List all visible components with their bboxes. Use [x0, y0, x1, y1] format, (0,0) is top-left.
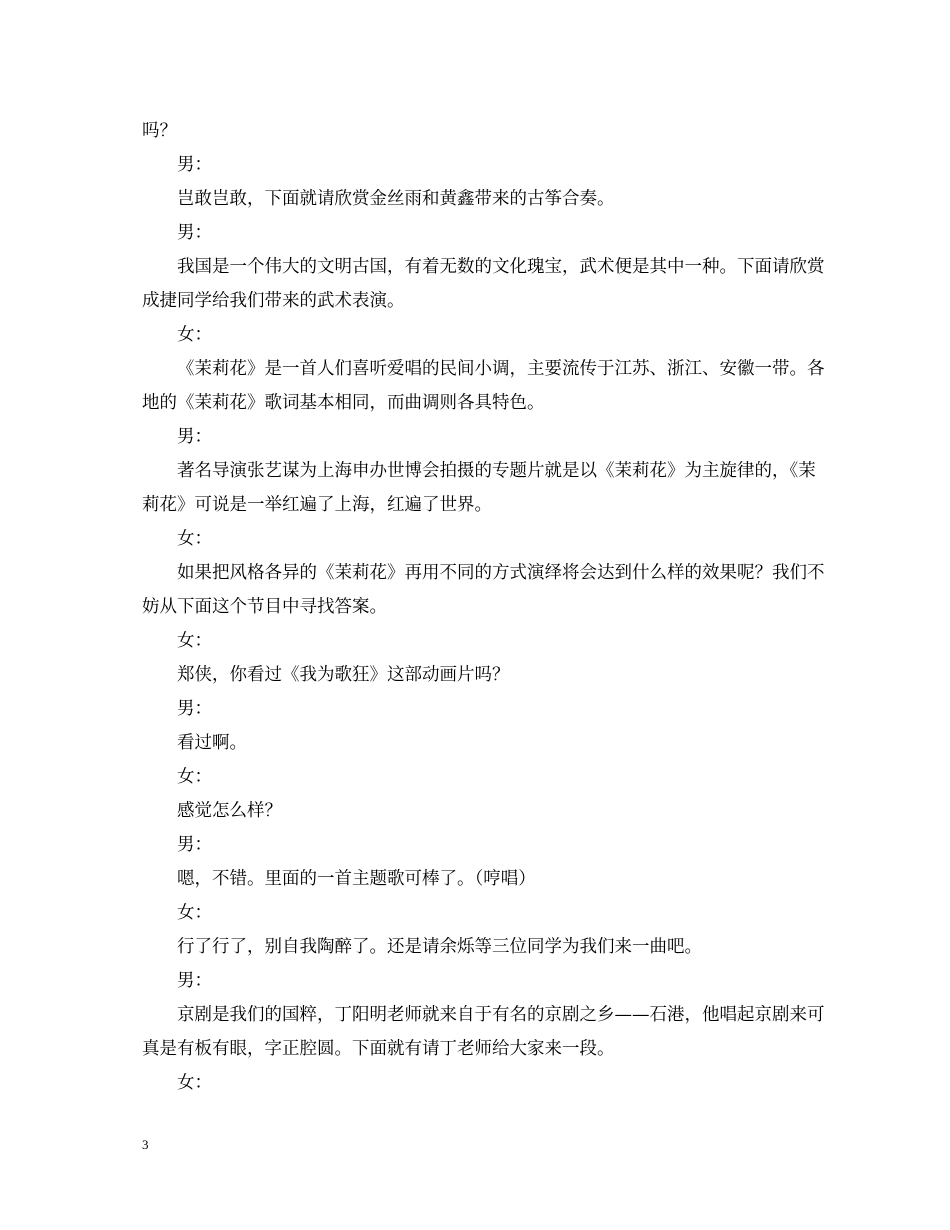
speaker-label: 男： [177, 971, 212, 991]
speaker-label: 女： [177, 529, 212, 549]
speaker-label: 女： [177, 1073, 212, 1093]
speaker-label: 男： [177, 427, 212, 447]
document-body [142, 114, 832, 1100]
paragraph: 岂敢岂敢，下面就请欣赏金丝雨和黄鑫带来的古筝合奏。 [177, 189, 615, 209]
paragraph: 看过啊。 [177, 733, 247, 753]
paragraph: 吗？ [142, 121, 177, 141]
paragraph: 著名导演张艺谋为上海申办世博会拍摄的专题片就是以《茉莉花》为主旋律的，《茉莉花》可说是一举红遍了上海，红遍了世界。 [142, 461, 816, 515]
paragraph: 《茉莉花》是一首人们喜听爱唱的民间小调，主要流传于江苏、浙江、安徽一带。各地的《茉莉花》歌词基本相同，而曲调则各具特色。 [142, 359, 825, 413]
paragraph: 如果把风格各异的《茉莉花》再用不同的方式演绎将会达到什么样的效果呢？我们不妨从下面这个节目中寻找答案。 [142, 563, 825, 617]
speaker-label: 男： [177, 155, 212, 175]
page-number: 3 [142, 1137, 149, 1152]
paragraph: 行了行了，别自我陶醉了。还是请余烁等三位同学为我们来一曲吧。 [177, 937, 702, 957]
speaker-label: 女： [177, 631, 212, 651]
paragraph: 京剧是我们的国粹，丁阳明老师就来自于有名的京剧之乡——石港，他唱起京剧来可真是有板有眼，字正腔圆。下面就有请丁老师给大家来一段。 [142, 1005, 825, 1059]
paragraph: 我国是一个伟大的文明古国，有着无数的文化瑰宝，武术便是其中一种。下面请欣赏成捷同学给我们带来的武术表演。 [142, 257, 825, 311]
speaker-label: 男： [177, 835, 212, 855]
paragraph: 郑侠，你看过《我为歌狂》这部动画片吗？ [177, 665, 510, 685]
paragraph: 嗯，不错。里面的一首主题歌可棒了。（哼唱） [177, 869, 536, 889]
speaker-label: 男： [177, 223, 212, 243]
paragraph: 感觉怎么样？ [177, 801, 282, 821]
speaker-label: 女： [177, 767, 212, 787]
speaker-label: 女： [177, 325, 212, 345]
speaker-label: 男： [177, 699, 212, 719]
speaker-label: 女： [177, 903, 212, 923]
